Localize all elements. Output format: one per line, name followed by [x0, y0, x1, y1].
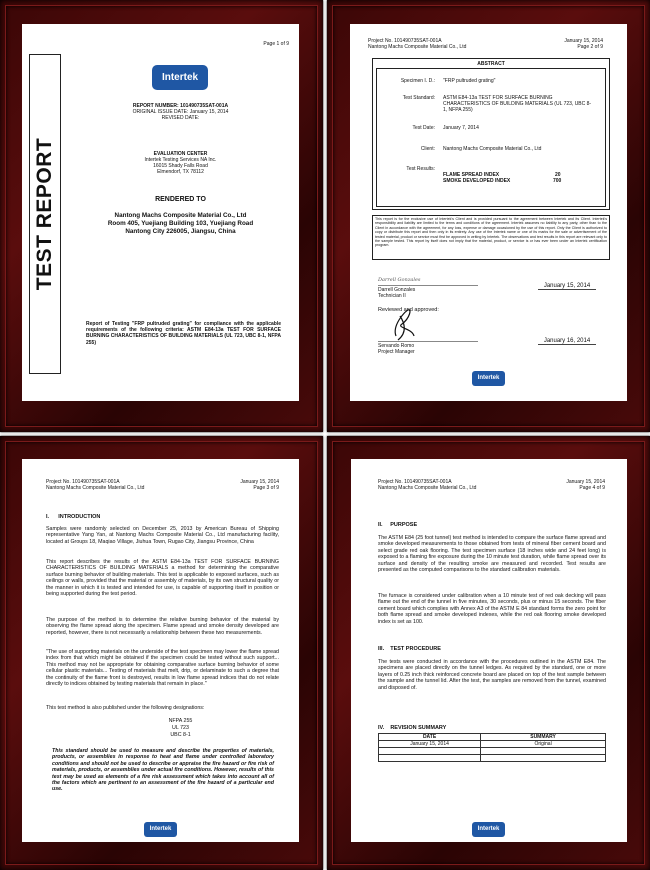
client-value: Nantong Machs Composite Material Co., Ltd: [443, 146, 542, 152]
client-line: Nantong Machs Composite Material Co., Ltd: [114, 212, 247, 219]
evaluation-center-line: Intertek Testing Services NA Inc.: [144, 157, 217, 163]
smoke-developed-label: SMOKE DEVELOPED INDEX: [443, 178, 511, 184]
header-date: January 15, 2014: [566, 479, 605, 485]
frame-page-2: [327, 0, 650, 432]
revision-header-row: [379, 734, 606, 741]
project-number: Project No. 101490735SAT-001A: [378, 479, 452, 485]
page-number: Page 4 of 9: [579, 485, 605, 491]
standard-value: ASTM E84-13a TEST FOR SURFACE BURNING CHARACTERISTICS OF BUILDING MATERIALS (UL 723, UBC 8-1, NFPA 255): [443, 95, 592, 113]
header-date: January 15, 2014: [564, 38, 603, 44]
revision-date: January 15, 2014: [379, 741, 481, 748]
client-line: Room 405, Yuejiang Building 103, Yuejiang Road: [107, 220, 254, 227]
reviewed-label: Reviewed and approved:: [378, 307, 439, 313]
intertek-logo: Intertek: [472, 371, 505, 386]
signature-1: Darrell Gonzales: [378, 277, 421, 283]
page-number: Page 3 of 9: [253, 485, 279, 491]
frame-page-1: [0, 0, 323, 432]
intro-quote: "The use of supporting materials on the underside of the test specimen may lower the flame spread index from that which might be obtained if the specimen could be tested without such support... This method may not be appropriate for obtaining comparative surface burning behavior of some cellular plastic materials... Testing of materials that melt, drip, or delaminate to such a degree that the continuity of the flame front is destroyed, results in low flame spread indices that do not relate directly to indices obtained by testing materials that remain in place.": [46, 649, 279, 688]
side-title: TEST REPORT: [33, 137, 56, 291]
company-name: Nantong Machs Composite Material Co., Ltd: [46, 485, 145, 491]
rendered-to-heading: RENDERED TO: [155, 196, 206, 203]
company-name: Nantong Machs Composite Material Co., Ltd: [378, 485, 477, 491]
client-line: Nantong City 226005, Jiangsu, China: [125, 228, 236, 235]
company-name: Nantong Machs Composite Material Co., Ltd: [368, 44, 467, 50]
test-date-value: January 7, 2014: [443, 125, 479, 131]
signer-2-title: Project Manager: [378, 349, 415, 355]
signature-line-1: [378, 285, 478, 286]
disclaimer-text: This report is for the exclusive use of Intertek's Client and is provided pursuant to the agreement between Intertek and its Client. Intertek's responsibility and liability are limited to the terms and conditions of the agreement. Intertek assumes no liability to any party, other than to the Client in accordance with the agreement, for any loss, expense or damage occasioned by the use of this report. Only the Client is authorized to copy or distribute this report and then only in its entirety. Any use of the Intertek name or one of its marks for the sale or advertisement of the tested material, product or service must first be approved in writing by Intertek. The observations and test results in this report are relevant only to the sample tested. This report by itself does not imply that the material, product, or service is or has ever been under an Intertek certification program.: [375, 217, 607, 248]
report-page-4: [351, 459, 627, 842]
frame-page-4: [327, 436, 650, 870]
revision-col-date: DATE: [379, 734, 481, 741]
signer-1-date: January 15, 2014: [538, 283, 596, 290]
signer-2-date: January 16, 2014: [538, 338, 596, 345]
issue-date: ORIGINAL ISSUE DATE: January 15, 2014: [132, 109, 229, 115]
smoke-developed-value: 700: [553, 178, 562, 184]
intro-paragraph: This report describes the results of the ASTM E84-13a TEST FOR SURFACE BURNING CHARACTERISTICS OF BUILDING MATERIALS a method for determining the comparative surface burning behavior of building materials. This test is applicable to exposed surfaces, such as ceilings or walls, provided that the material or assembly of materials, by its own structural quality or the manner in which it is tested and intended for use, is capable of supporting itself in position or being supported during the test period.: [46, 559, 279, 598]
test-date-label: Test Date:: [412, 125, 435, 131]
standard-label: Test Standard:: [402, 95, 435, 101]
client-label: Client:: [420, 146, 435, 152]
flame-spread-label: FLAME SPREAD INDEX: [443, 172, 500, 178]
intertek-logo: Intertek: [144, 822, 177, 837]
project-number: Project No. 101490735SAT-001A: [368, 38, 442, 44]
evaluation-center-line: Elmendorf, TX 78112: [157, 169, 204, 175]
standard-statement: This standard should be used to measure and describe the properties of materials, products, or assemblies in response to heat and flame under controlled laboratory conditions and should not be used to describe or appraise the fire hazard or fire risk of materials, products, or assemblies under actual fire conditions. However, results of this test may be used as elements of a fire risk assessment which takes into account all of the factors which are pertinent to an assessment of the fire hazard of a particular end use.: [52, 748, 274, 793]
purpose-paragraph: The ASTM E84 (25 foot tunnel) test method is intended to compare the surface flame spread and smoke developed measurements to those obtained from tests of mineral fiber cement board and select grade red oak flooring. The test specimen surface (18 inches wide and 24 feet long) is exposed to a flaming fire exposure during the 10 minute test duration, while flame spread over its surface and density of the resulting smoke are measured and recorded. Test results are presented as the computed comparisons to the standard calibration materials.: [378, 535, 606, 574]
revision-col-summary: SUMMARY: [481, 734, 606, 741]
abstract-title: ABSTRACT: [477, 61, 505, 67]
report-number: REPORT NUMBER: 101490735SAT-001A: [132, 103, 229, 109]
procedure-heading: III. TEST PROCEDURE: [378, 646, 441, 652]
designation: UBC 8-1: [170, 732, 191, 738]
specimen-value: "FRP pultruded grating": [443, 78, 496, 84]
flame-spread-value: 20: [555, 172, 561, 178]
page-number: Page 1 of 9: [263, 41, 289, 47]
signer-1-name: Darrell Gonzales: [378, 287, 416, 293]
signature-line-2: [378, 341, 478, 342]
revision-table: [378, 733, 606, 762]
specimen-label: Specimen I. D.:: [400, 78, 435, 84]
abstract-inner-box: [376, 68, 606, 207]
intro-paragraph: The purpose of the method is to determine the relative burning behavior of the material by observing the flame spread along the specimen. Flame spread and smoke density developed are reported, however, there is not necessarily a relationship between these two measurements.: [46, 617, 279, 636]
table-row: [379, 748, 606, 755]
frame-page-3: [0, 436, 323, 870]
designation: UL 723: [172, 725, 189, 731]
revised-date: REVISED DATE:: [161, 115, 200, 121]
intertek-logo: Intertek: [152, 65, 208, 90]
abstract-box: [372, 58, 610, 210]
intro-paragraph: Samples were randomly selected on December 25, 2013 by American Bureau of Shipping representative Yang Yan, at Nantong Machs Composite Material Co., Ltd manufacturing facility, located at Groups 18, Maqiao Village, Jiuhua Town, Rugao City, Jiangsu Province, China: [46, 526, 279, 545]
procedure-paragraph: The tests were conducted in accordance with the procedures outlined in the ASTM E84. The specimens are placed directly on the tunnel ledges. As required by the standard, one or more layers of 0.25 inch thick reinforced concrete board are placed on top of the test sample between the sample and the tunnel lid. After the test, the samples are removed from the tunnel, examined and disposed of.: [378, 659, 606, 691]
page-number: Page 2 of 9: [577, 44, 603, 50]
report-page-1: [22, 24, 299, 401]
report-page-3: [22, 459, 299, 842]
signature-2: [390, 306, 418, 342]
signer-1-title: Technician II: [378, 293, 406, 299]
evaluation-center-heading: EVALUATION CENTER: [153, 151, 208, 157]
project-number: Project No. 101490735SAT-001A: [46, 479, 120, 485]
header-date: January 15, 2014: [240, 479, 279, 485]
revision-summary: Original: [481, 741, 606, 748]
disclaimer-box: [372, 215, 610, 260]
results-label: Test Results:: [406, 166, 435, 172]
evaluation-center-line: 16015 Shady Falls Road: [153, 163, 208, 169]
side-title-box: [29, 54, 61, 374]
purpose-paragraph: The furnace is considered under calibration when a 10 minute test of red oak decking will pass flame out the end of the tunnel in five minutes, 30 seconds, plus or minus 15 seconds. The fiber cement board which complies with Annex A3 of the ASTM E 84 standard forms the zero point for both flame spread and smoke developed indexes, while the red oak flooring smoke developed index is set as 100.: [378, 593, 606, 625]
table-row: [379, 741, 606, 748]
intro-heading: I. INTRODUCTION: [46, 514, 101, 520]
purpose-heading: II. PURPOSE: [378, 522, 418, 528]
designation: NFPA 255: [168, 718, 193, 724]
intertek-logo: Intertek: [472, 822, 505, 837]
report-summary: Report of Testing "FRP pultruded grating" for compliance with the applicable requirements of the following criteria: ASTM E84-13a TEST FOR SURFACE BURNING CHARACTERISTICS OF BUILDING MATERIALS (UL 723, UBC 8-1, NFPA 255): [86, 321, 281, 346]
intro-paragraph: This test method is also published under the following designations:: [46, 705, 205, 711]
signer-2-name: Servando Romo: [378, 343, 415, 349]
table-row: [379, 755, 606, 762]
report-page-2: [350, 24, 627, 401]
revision-heading: IV. REVISION SUMMARY: [378, 725, 447, 731]
